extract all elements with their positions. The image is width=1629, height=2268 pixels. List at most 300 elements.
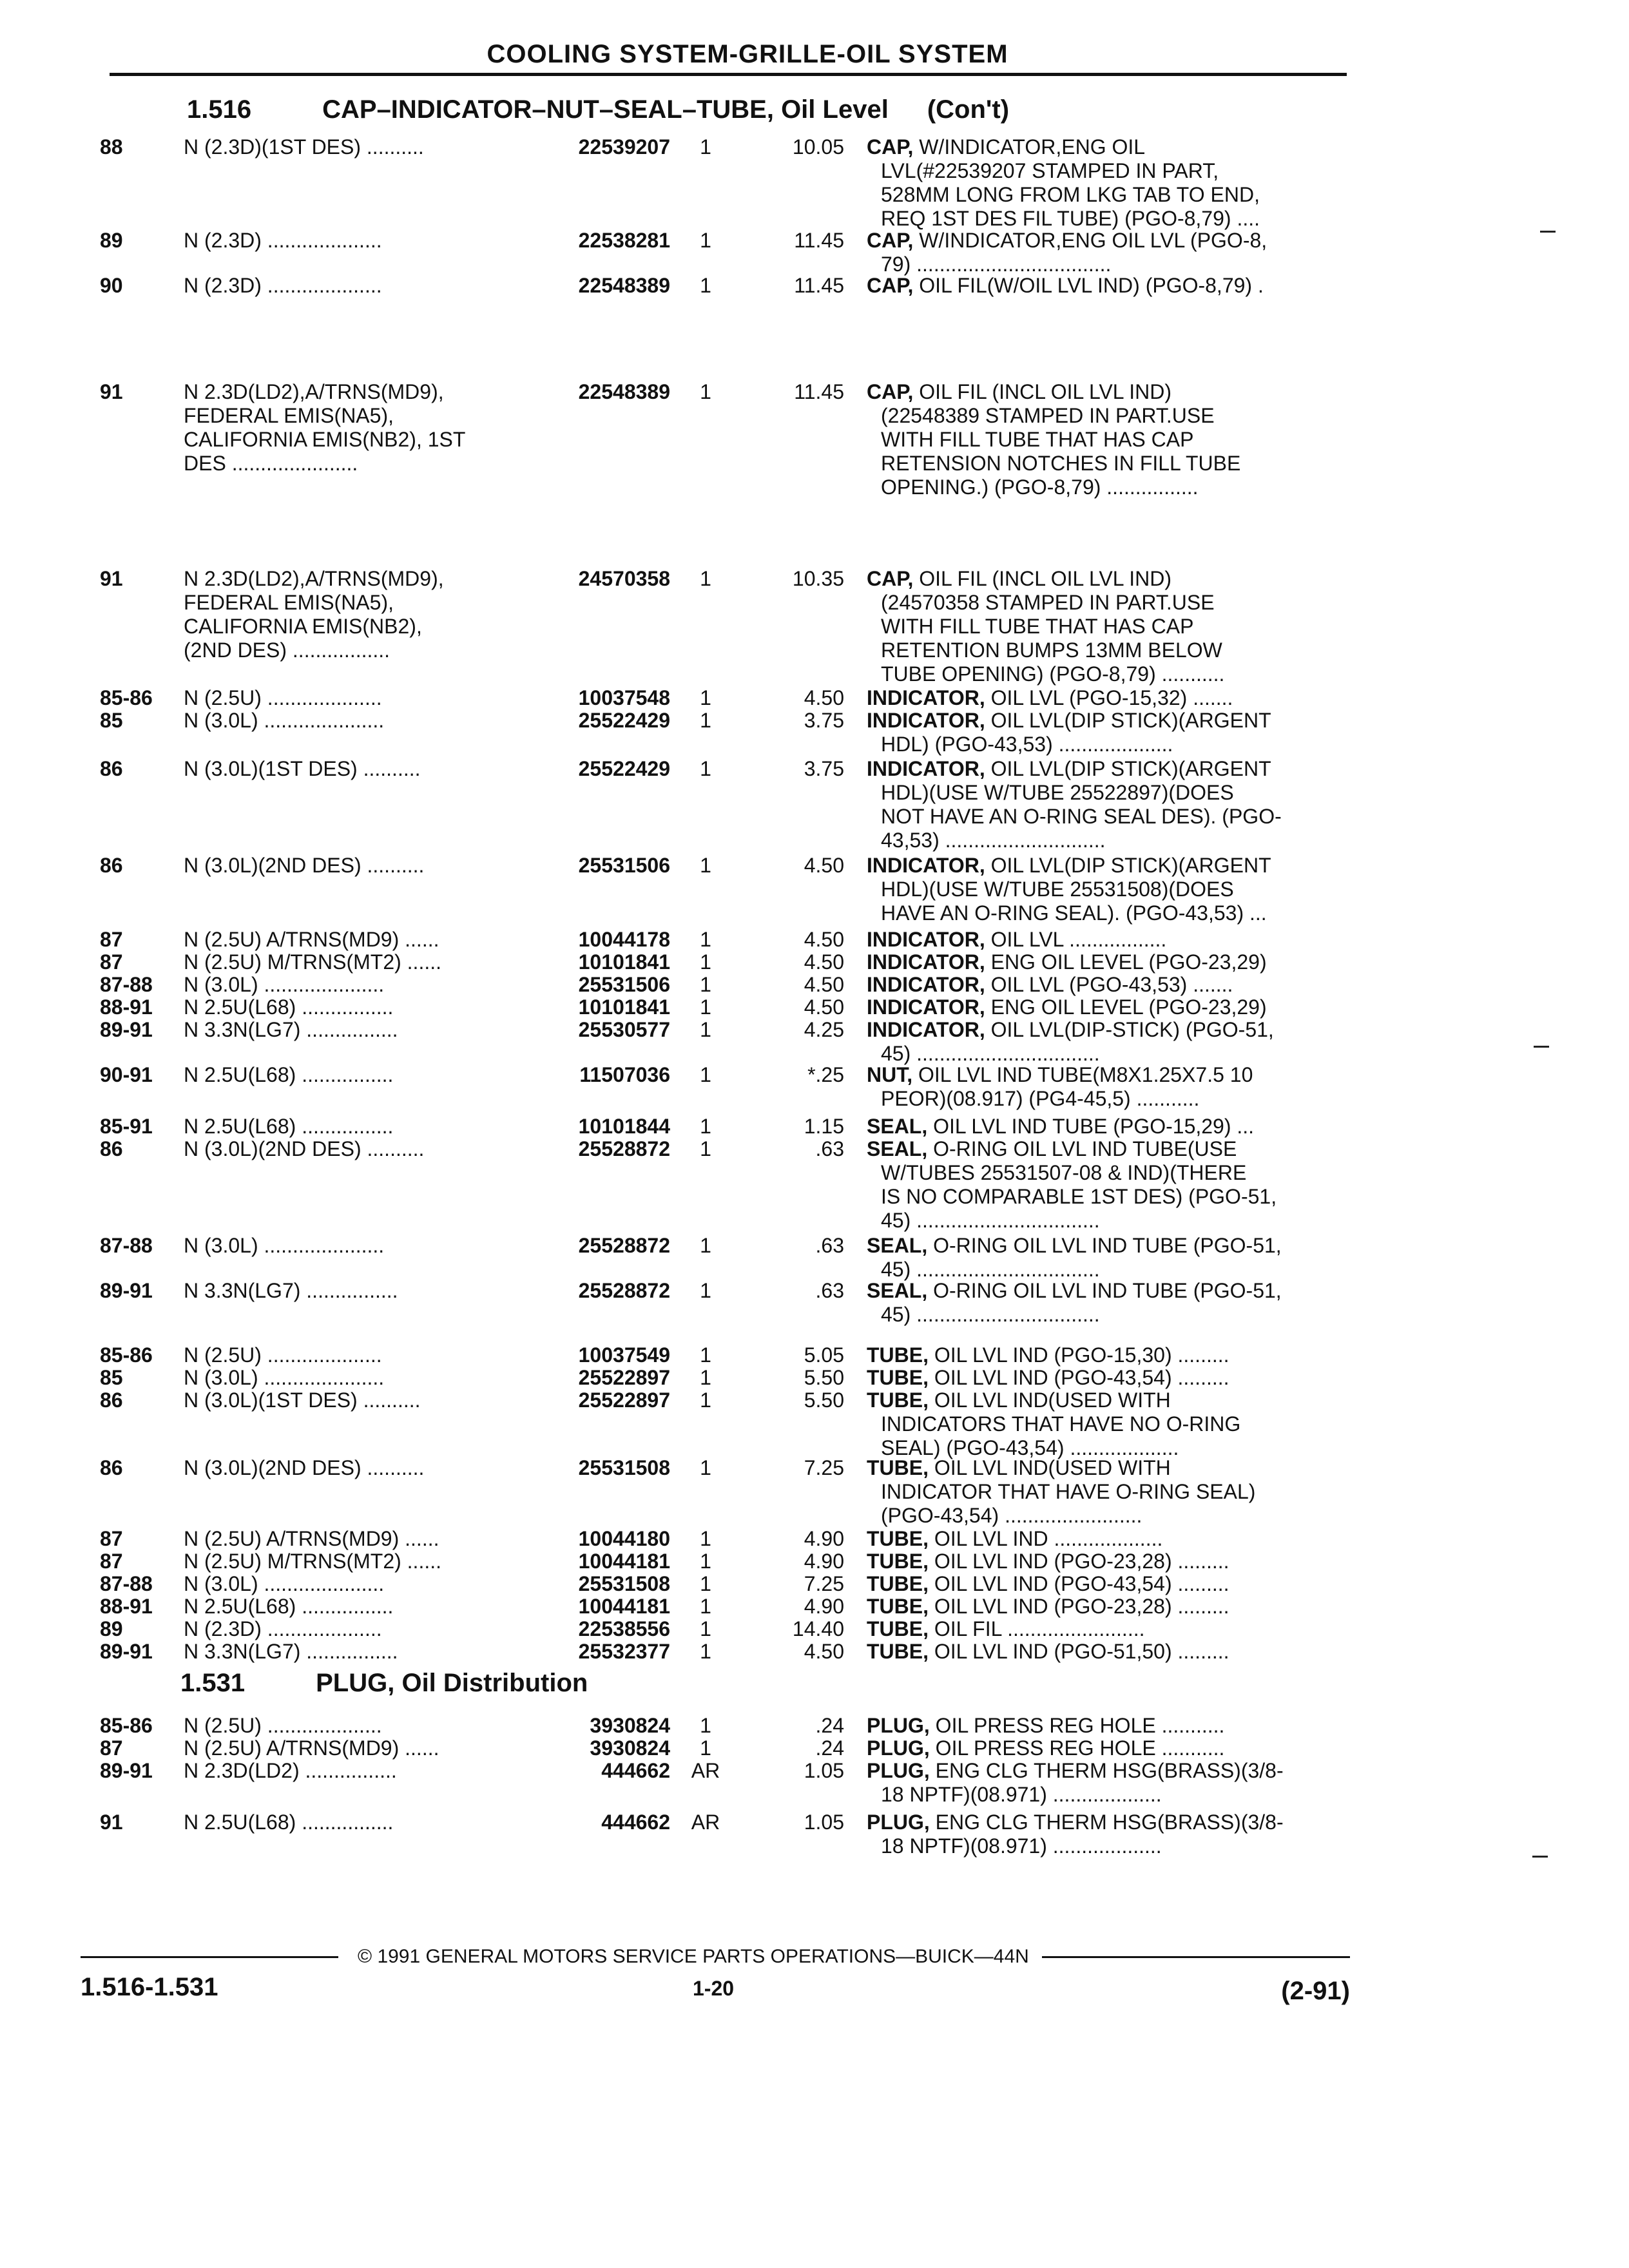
model-years: 86 — [100, 757, 123, 780]
price: 4.90 — [804, 1527, 844, 1550]
section-name: CAP–INDICATOR–NUT–SEAL–TUBE, Oil Level — [322, 95, 889, 124]
quantity: 1 — [700, 1617, 711, 1640]
part-keyword: TUBE, — [867, 1595, 929, 1618]
price: 4.50 — [804, 854, 844, 877]
description — [867, 1759, 1344, 1807]
part-number: 22548389 — [578, 274, 670, 297]
price: 1.05 — [804, 1811, 844, 1834]
application: N (3.0L)(2ND DES) .......... — [184, 854, 425, 877]
description-line: RETENTION BUMPS 13MM BELOW — [881, 639, 1222, 662]
price: 4.50 — [804, 686, 844, 709]
price: .63 — [815, 1234, 844, 1257]
margin-mark — [1540, 231, 1556, 233]
application: N 2.5U(L68) ................ — [184, 1595, 394, 1618]
quantity: 1 — [700, 1343, 711, 1367]
description-line: INDICATOR, ENG OIL LEVEL (PGO-23,29) — [867, 995, 1267, 1019]
description-line: TUBE, OIL LVL IND (PGO-51,50) ......... — [867, 1640, 1229, 1663]
description-line: INDICATOR, OIL LVL (PGO-43,53) ....... — [867, 973, 1233, 996]
description-line: TUBE, OIL LVL IND(USED WITH — [867, 1456, 1171, 1479]
price: .63 — [815, 1279, 844, 1302]
continued-label: (Con't) — [927, 95, 1010, 124]
part-keyword: INDICATOR, — [867, 950, 985, 974]
price: 4.90 — [804, 1595, 844, 1618]
quantity: 1 — [700, 1736, 711, 1760]
quantity: 1 — [700, 1063, 711, 1086]
part-keyword: CAP, — [867, 380, 914, 403]
description — [867, 1456, 1344, 1528]
quantity: 1 — [700, 973, 711, 996]
part-keyword: PLUG, — [867, 1736, 930, 1760]
description-line: WITH FILL TUBE THAT HAS CAP — [881, 615, 1194, 638]
part-number: 25532377 — [578, 1640, 670, 1663]
price: 4.50 — [804, 995, 844, 1019]
part-number: 10037549 — [578, 1343, 670, 1367]
price: 11.45 — [794, 380, 844, 403]
description-line: HDL) (PGO-43,53) .................... — [881, 733, 1173, 756]
part-keyword: INDICATOR, — [867, 1018, 985, 1041]
part-number: 24570358 — [578, 567, 670, 590]
price: 3.75 — [804, 757, 844, 780]
part-keyword: SEAL, — [867, 1279, 928, 1302]
quantity: 1 — [700, 995, 711, 1019]
application: N (3.0L)(2ND DES) .......... — [184, 1456, 425, 1479]
quantity: 1 — [700, 1550, 711, 1573]
application: N (2.3D) .................... — [184, 1617, 382, 1640]
model-years: 91 — [100, 567, 123, 590]
application: N 2.3D(LD2),A/TRNS(MD9), FEDERAL EMIS(NA5), CALIFORNIA EMIS(NB2), (2ND DES) ................. — [184, 567, 444, 662]
section-range: 1.516-1.531 — [81, 1973, 218, 2001]
description-line: (24570358 STAMPED IN PART.USE — [881, 591, 1215, 614]
description-line: CAP, OIL FIL (INCL OIL LVL IND) — [867, 380, 1172, 403]
price: 4.50 — [804, 1640, 844, 1663]
part-number: 3930824 — [590, 1714, 670, 1737]
description — [867, 1736, 1344, 1760]
quantity: 1 — [700, 1389, 711, 1412]
application: N (2.3D) .................... — [184, 229, 382, 252]
part-keyword: SEAL, — [867, 1115, 928, 1138]
part-keyword: PLUG, — [867, 1714, 930, 1737]
application: N (2.5U) A/TRNS(MD9) ...... — [184, 1736, 439, 1760]
price: 10.05 — [792, 135, 844, 159]
description — [867, 757, 1344, 852]
part-number: 25528872 — [578, 1137, 670, 1160]
price: .63 — [815, 1137, 844, 1160]
application: N (3.0L)(2ND DES) .......... — [184, 1137, 425, 1160]
application: N (2.5U) .................... — [184, 1343, 382, 1367]
description-line: INDICATOR THAT HAVE O-RING SEAL) — [881, 1480, 1256, 1503]
model-years: 87 — [100, 1527, 123, 1550]
quantity: 1 — [700, 854, 711, 877]
description-line: NUT, OIL LVL IND TUBE(M8X1.25X7.5 10 — [867, 1063, 1253, 1086]
description-line: TUBE OPENING) (PGO-8,79) ........... — [881, 662, 1225, 686]
part-keyword: TUBE, — [867, 1640, 929, 1663]
description-line: 43,53) ............................ — [881, 829, 1106, 852]
part-keyword: TUBE, — [867, 1456, 929, 1479]
price: 10.35 — [792, 567, 844, 590]
description-line: REQ 1ST DES FIL TUBE) (PGO-8,79) .... — [881, 207, 1260, 230]
application: N (3.0L) ..................... — [184, 1366, 385, 1389]
description — [867, 229, 1344, 276]
part-number: 10044181 — [578, 1550, 670, 1573]
description-line: TUBE, OIL LVL IND (PGO-43,54) ......... — [867, 1572, 1229, 1595]
part-keyword: TUBE, — [867, 1343, 929, 1367]
model-years: 89-91 — [100, 1018, 153, 1041]
quantity: 1 — [700, 709, 711, 732]
description-line: HDL)(USE W/TUBE 25522897)(DOES — [881, 781, 1234, 804]
description — [867, 1366, 1344, 1390]
quantity: 1 — [700, 1234, 711, 1257]
model-years: 89-91 — [100, 1640, 153, 1663]
part-number: 25528872 — [578, 1279, 670, 1302]
section-number: 1.531 — [180, 1669, 246, 1697]
price: 14.40 — [792, 1617, 844, 1640]
description — [867, 1018, 1344, 1066]
description-line: INDICATOR, OIL LVL (PGO-15,32) ....... — [867, 686, 1233, 709]
header-rule — [110, 73, 1347, 76]
part-number: 25522429 — [578, 709, 670, 732]
description — [867, 950, 1344, 974]
price: 3.75 — [804, 709, 844, 732]
price: 4.90 — [804, 1550, 844, 1573]
part-number: 25531508 — [578, 1572, 670, 1595]
part-keyword: INDICATOR, — [867, 709, 985, 732]
description-line: CAP, W/INDICATOR,ENG OIL LVL (PGO-8, — [867, 229, 1268, 252]
price: 11.45 — [794, 229, 844, 252]
description — [867, 1550, 1344, 1573]
copyright-text: © 1991 GENERAL MOTORS SERVICE PARTS OPERATIONS—BUICK—44N — [358, 1946, 1029, 1967]
model-years: 85-86 — [100, 1343, 153, 1367]
part-number: 22548389 — [578, 380, 670, 403]
model-years: 89 — [100, 229, 123, 252]
part-keyword: INDICATOR, — [867, 995, 985, 1019]
description-line: CAP, W/INDICATOR,ENG OIL — [867, 135, 1146, 159]
margin-mark — [1532, 1856, 1548, 1858]
model-years: 88-91 — [100, 1595, 153, 1618]
model-years: 85 — [100, 1366, 123, 1389]
application: N (2.5U) A/TRNS(MD9) ...... — [184, 928, 439, 951]
description-line: 528MM LONG FROM LKG TAB TO END, — [881, 183, 1260, 206]
section-heading-1531 — [180, 1669, 588, 1698]
application: N (2.5U) M/TRNS(MT2) ...... — [184, 950, 441, 974]
description — [867, 1811, 1344, 1858]
description — [867, 995, 1344, 1019]
part-number: 22539207 — [578, 135, 670, 159]
price: 7.25 — [804, 1456, 844, 1479]
copyright-line — [81, 1946, 1350, 1968]
application: N 3.3N(LG7) ................ — [184, 1018, 398, 1041]
part-number: 25522429 — [578, 757, 670, 780]
part-number: 444662 — [601, 1759, 670, 1782]
quantity: AR — [691, 1811, 720, 1834]
model-years: 87-88 — [100, 973, 153, 996]
page-title: COOLING SYSTEM-GRILLE-OIL SYSTEM — [487, 40, 1008, 68]
model-years: 86 — [100, 1456, 123, 1479]
quantity: 1 — [700, 1366, 711, 1389]
quantity: 1 — [700, 1137, 711, 1160]
model-years: 90-91 — [100, 1063, 153, 1086]
description — [867, 1389, 1344, 1460]
application: N 2.5U(L68) ................ — [184, 995, 394, 1019]
price: 4.50 — [804, 950, 844, 974]
description-line: CAP, OIL FIL(W/OIL LVL IND) (PGO-8,79) . — [867, 274, 1264, 297]
price: 1.15 — [804, 1115, 844, 1138]
quantity: 1 — [700, 1279, 711, 1302]
part-keyword: INDICATOR, — [867, 686, 985, 709]
description-line: PLUG, OIL PRESS REG HOLE ........... — [867, 1736, 1225, 1760]
part-keyword: TUBE, — [867, 1572, 929, 1595]
description — [867, 1137, 1344, 1233]
description-line: INDICATORS THAT HAVE NO O-RING — [881, 1412, 1241, 1436]
part-number: 10044178 — [578, 928, 670, 951]
part-number: 10101841 — [578, 950, 670, 974]
part-keyword: PLUG, — [867, 1811, 930, 1834]
footer-rule-left — [81, 1956, 338, 1958]
description-line: TUBE, OIL FIL ........................ — [867, 1617, 1145, 1640]
quantity: 1 — [700, 380, 711, 403]
model-years: 86 — [100, 1389, 123, 1412]
part-number: 444662 — [601, 1811, 670, 1834]
description-line: RETENSION NOTCHES IN FILL TUBE — [881, 452, 1241, 475]
part-keyword: SEAL, — [867, 1137, 928, 1160]
application: N (2.5U) .................... — [184, 686, 382, 709]
application: N (3.0L) ..................... — [184, 1234, 385, 1257]
model-years: 90 — [100, 274, 123, 297]
description-line: 45) ................................ — [881, 1042, 1100, 1065]
description — [867, 1640, 1344, 1664]
application: N (3.0L) ..................... — [184, 1572, 385, 1595]
quantity: 1 — [700, 928, 711, 951]
description — [867, 1595, 1344, 1619]
part-number: 25531506 — [578, 854, 670, 877]
model-years: 87 — [100, 950, 123, 974]
price: 5.50 — [804, 1389, 844, 1412]
application: N (3.0L) ..................... — [184, 709, 385, 732]
footer-rule-right — [1042, 1956, 1350, 1958]
part-number: 10044180 — [578, 1527, 670, 1550]
description-line: PEOR)(08.917) (PG4-45,5) ........... — [881, 1087, 1200, 1110]
quantity: AR — [691, 1759, 720, 1782]
description-line: TUBE, OIL LVL IND (PGO-15,30) ......... — [867, 1343, 1229, 1367]
quantity: 1 — [700, 1595, 711, 1618]
part-keyword: TUBE, — [867, 1527, 929, 1550]
description — [867, 1234, 1344, 1282]
model-years: 85-91 — [100, 1115, 153, 1138]
application: N (2.5U) M/TRNS(MT2) ...... — [184, 1550, 441, 1573]
quantity: 1 — [700, 1572, 711, 1595]
quantity: 1 — [700, 1456, 711, 1479]
section-name: PLUG, Oil Distribution — [316, 1669, 588, 1697]
application: N (3.0L)(1ST DES) .......... — [184, 757, 421, 780]
part-keyword: SEAL, — [867, 1234, 928, 1257]
part-number: 25530577 — [578, 1018, 670, 1041]
application: N 3.3N(LG7) ................ — [184, 1279, 398, 1302]
part-keyword: INDICATOR, — [867, 973, 985, 996]
part-number: 25531508 — [578, 1456, 670, 1479]
description — [867, 135, 1344, 231]
description-line: TUBE, OIL LVL IND (PGO-43,54) ......... — [867, 1366, 1229, 1389]
description-line: SEAL) (PGO-43,54) ................... — [881, 1436, 1179, 1459]
part-number: 22538281 — [578, 229, 670, 252]
part-keyword: CAP, — [867, 567, 914, 590]
model-years: 86 — [100, 854, 123, 877]
part-keyword: CAP, — [867, 229, 914, 252]
description — [867, 854, 1344, 925]
part-keyword: PLUG, — [867, 1759, 930, 1782]
price: 11.45 — [794, 274, 844, 297]
price: 4.50 — [804, 928, 844, 951]
application: N 3.3N(LG7) ................ — [184, 1640, 398, 1663]
model-years: 91 — [100, 380, 123, 403]
description — [867, 1343, 1344, 1367]
quantity: 1 — [700, 1640, 711, 1663]
description — [867, 709, 1344, 756]
description — [867, 1063, 1344, 1111]
application: N (3.0L)(1ST DES) .......... — [184, 1389, 421, 1412]
description-line: INDICATOR, OIL LVL(DIP STICK)(ARGENT — [867, 709, 1271, 732]
page-header — [110, 40, 1347, 76]
part-number: 25531506 — [578, 973, 670, 996]
price: .24 — [815, 1714, 844, 1737]
model-years: 88 — [100, 135, 123, 159]
description-line: LVL(#22539207 STAMPED IN PART, — [881, 159, 1219, 182]
description-line: (22548389 STAMPED IN PART.USE — [881, 404, 1215, 427]
part-keyword: NUT, — [867, 1063, 913, 1086]
quantity: 1 — [700, 135, 711, 159]
description-line: NOT HAVE AN O-RING SEAL DES). (PGO- — [881, 805, 1282, 828]
description — [867, 1572, 1344, 1596]
application: N 2.5U(L68) ................ — [184, 1063, 394, 1086]
part-number: 25522897 — [578, 1389, 670, 1412]
part-keyword: TUBE, — [867, 1389, 929, 1412]
model-years: 86 — [100, 1137, 123, 1160]
model-years: 89-91 — [100, 1279, 153, 1302]
description — [867, 274, 1344, 298]
quantity: 1 — [700, 1527, 711, 1550]
description-line: CAP, OIL FIL (INCL OIL LVL IND) — [867, 567, 1172, 590]
description-line: IS NO COMPARABLE 1ST DES) (PGO-51, — [881, 1185, 1277, 1208]
description-line: WITH FILL TUBE THAT HAS CAP — [881, 428, 1194, 451]
model-years: 87 — [100, 1550, 123, 1573]
price: 4.25 — [804, 1018, 844, 1041]
quantity: 1 — [700, 567, 711, 590]
model-years: 87 — [100, 928, 123, 951]
description-line: INDICATOR, OIL LVL(DIP-STICK) (PGO-51, — [867, 1018, 1274, 1041]
application: N (2.5U) .................... — [184, 1714, 382, 1737]
description-line: TUBE, OIL LVL IND(USED WITH — [867, 1389, 1171, 1412]
part-keyword: INDICATOR, — [867, 928, 985, 951]
part-number: 22538556 — [578, 1617, 670, 1640]
description — [867, 1115, 1344, 1139]
quantity: 1 — [700, 950, 711, 974]
description — [867, 1714, 1344, 1738]
description-line: TUBE, OIL LVL IND (PGO-23,28) ......... — [867, 1550, 1229, 1573]
description-line: SEAL, O-RING OIL LVL IND TUBE(USE — [867, 1137, 1237, 1160]
model-years: 91 — [100, 1811, 123, 1834]
part-keyword: INDICATOR, — [867, 757, 985, 780]
part-keyword: INDICATOR, — [867, 854, 985, 877]
description-line: INDICATOR, OIL LVL(DIP STICK)(ARGENT — [867, 854, 1271, 877]
description-line: 18 NPTF)(08.971) ................... — [881, 1834, 1162, 1858]
part-keyword: CAP, — [867, 135, 914, 159]
description — [867, 380, 1344, 499]
description-line: PLUG, ENG CLG THERM HSG(BRASS)(3/8- — [867, 1759, 1284, 1782]
description — [867, 686, 1344, 710]
description-line: SEAL, OIL LVL IND TUBE (PGO-15,29) ... — [867, 1115, 1255, 1138]
model-years: 87-88 — [100, 1572, 153, 1595]
description — [867, 1527, 1344, 1551]
description-line: OPENING.) (PGO-8,79) ................ — [881, 476, 1199, 499]
description — [867, 567, 1344, 686]
description — [867, 1617, 1344, 1641]
description-line: (PGO-43,54) ........................ — [881, 1504, 1142, 1527]
price: 5.05 — [804, 1343, 844, 1367]
description-line: W/TUBES 25531507-08 & IND)(THERE — [881, 1161, 1247, 1184]
description-line: TUBE, OIL LVL IND (PGO-23,28) ......... — [867, 1595, 1229, 1618]
application: N (2.3D) .................... — [184, 274, 382, 297]
quantity: 1 — [700, 757, 711, 780]
application: N 2.5U(L68) ................ — [184, 1115, 394, 1138]
application: N 2.5U(L68) ................ — [184, 1811, 394, 1834]
model-years: 88-91 — [100, 995, 153, 1019]
model-years: 89-91 — [100, 1759, 153, 1782]
application: N 2.3D(LD2) ................ — [184, 1759, 397, 1782]
model-years: 85 — [100, 709, 123, 732]
description-line: SEAL, O-RING OIL LVL IND TUBE (PGO-51, — [867, 1279, 1282, 1302]
description-line: SEAL, O-RING OIL LVL IND TUBE (PGO-51, — [867, 1234, 1282, 1257]
part-number: 25522897 — [578, 1366, 670, 1389]
description-line: TUBE, OIL LVL IND ................... — [867, 1527, 1163, 1550]
model-years: 89 — [100, 1617, 123, 1640]
price: 5.50 — [804, 1366, 844, 1389]
part-keyword: TUBE, — [867, 1617, 929, 1640]
application: N 2.3D(LD2),A/TRNS(MD9), FEDERAL EMIS(NA5), CALIFORNIA EMIS(NB2), 1ST DES ...................... — [184, 380, 466, 475]
description-line: INDICATOR, ENG OIL LEVEL (PGO-23,29) — [867, 950, 1267, 974]
description — [867, 973, 1344, 997]
quantity: 1 — [700, 274, 711, 297]
section-number: 1.516 — [187, 95, 252, 124]
model-years: 85-86 — [100, 1714, 153, 1737]
description — [867, 928, 1344, 952]
description-line: PLUG, ENG CLG THERM HSG(BRASS)(3/8- — [867, 1811, 1284, 1834]
price: 1.05 — [804, 1759, 844, 1782]
model-years: 87-88 — [100, 1234, 153, 1257]
price: .24 — [815, 1736, 844, 1760]
description-line: INDICATOR, OIL LVL(DIP STICK)(ARGENT — [867, 757, 1271, 780]
part-keyword: TUBE, — [867, 1366, 929, 1389]
description-line: 45) ................................ — [881, 1209, 1100, 1232]
description-line: 45) ................................ — [881, 1303, 1100, 1326]
model-years: 85-86 — [100, 686, 153, 709]
quantity: 1 — [700, 1115, 711, 1138]
quantity: 1 — [700, 229, 711, 252]
section-heading-1516 — [187, 95, 1009, 124]
part-number: 3930824 — [590, 1736, 670, 1760]
part-number: 11507036 — [579, 1063, 670, 1086]
application: N (2.3D)(1ST DES) .......... — [184, 135, 424, 159]
quantity: 1 — [700, 686, 711, 709]
part-number: 25528872 — [578, 1234, 670, 1257]
part-number: 10044181 — [578, 1595, 670, 1618]
description-line: HDL)(USE W/TUBE 25531508)(DOES — [881, 878, 1234, 901]
description-line: 18 NPTF)(08.971) ................... — [881, 1783, 1162, 1806]
price: 7.25 — [804, 1572, 844, 1595]
part-keyword: CAP, — [867, 274, 914, 297]
description-line: 79) .................................. — [881, 253, 1112, 276]
quantity: 1 — [700, 1018, 711, 1041]
part-number: 10101841 — [578, 995, 670, 1019]
margin-mark — [1534, 1046, 1549, 1048]
description — [867, 1279, 1344, 1327]
